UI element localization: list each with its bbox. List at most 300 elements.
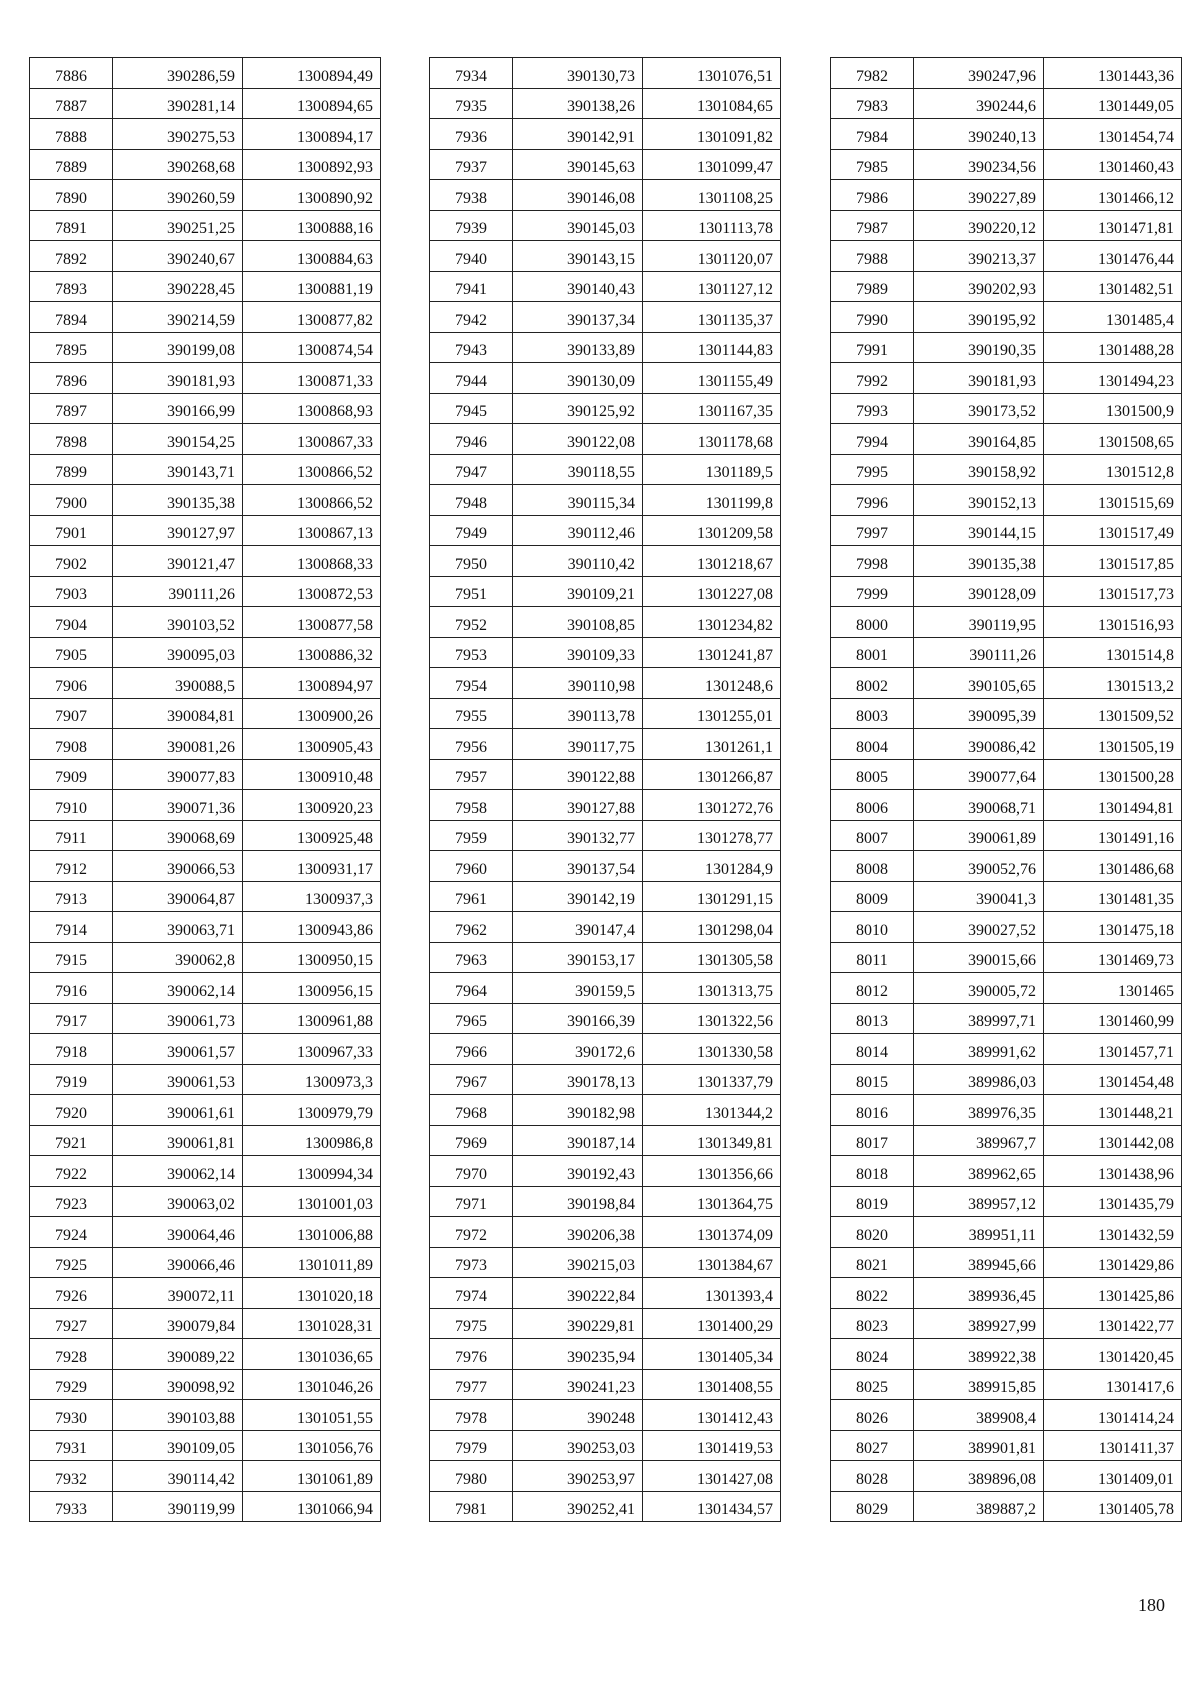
- table-row: [30, 820, 381, 851]
- table-row: [30, 271, 381, 302]
- x-coordinate-cell: 390178,13: [513, 1064, 643, 1095]
- table-row: [831, 607, 1182, 638]
- table-row: [30, 1339, 381, 1370]
- table-row: [831, 1034, 1182, 1065]
- x-coordinate-cell: 390137,34: [513, 302, 643, 333]
- point-number-cell: 7990: [831, 302, 914, 333]
- table-row: [30, 119, 381, 150]
- y-coordinate-cell: 1301144,83: [643, 332, 781, 363]
- x-coordinate-cell: 390118,55: [513, 454, 643, 485]
- x-coordinate-cell: 390132,77: [513, 820, 643, 851]
- table-row: [30, 759, 381, 790]
- point-number-cell: 7948: [430, 485, 513, 516]
- point-number-cell: 8000: [831, 607, 914, 638]
- table-row: [831, 1430, 1182, 1461]
- y-coordinate-cell: 1301515,69: [1044, 485, 1182, 516]
- table-row: [30, 149, 381, 180]
- table-row: [430, 576, 781, 607]
- point-number-cell: 7892: [30, 241, 113, 272]
- table-row: [831, 1308, 1182, 1339]
- point-number-cell: 7974: [430, 1278, 513, 1309]
- table-row: [430, 58, 781, 89]
- table-row: [831, 1217, 1182, 1248]
- y-coordinate-cell: 1301356,66: [643, 1156, 781, 1187]
- point-number-cell: 7902: [30, 546, 113, 577]
- x-coordinate-cell: 390154,25: [113, 424, 243, 455]
- x-coordinate-cell: 390113,78: [513, 698, 643, 729]
- point-number-cell: 7908: [30, 729, 113, 760]
- coordinates-table-right: [830, 57, 1182, 1522]
- x-coordinate-cell: 390199,08: [113, 332, 243, 363]
- point-number-cell: 7942: [430, 302, 513, 333]
- table-row: [30, 1095, 381, 1126]
- x-coordinate-cell: 390181,93: [113, 363, 243, 394]
- x-coordinate-cell: 389976,35: [914, 1095, 1044, 1126]
- x-coordinate-cell: 390110,98: [513, 668, 643, 699]
- table-row: [831, 180, 1182, 211]
- table-row: [30, 515, 381, 546]
- table-row: [831, 149, 1182, 180]
- table-row: [30, 1034, 381, 1065]
- table-row: [30, 881, 381, 912]
- table-row: [831, 1278, 1182, 1309]
- point-number-cell: 8004: [831, 729, 914, 760]
- y-coordinate-cell: 1301454,48: [1044, 1064, 1182, 1095]
- table-row: [430, 637, 781, 668]
- y-coordinate-cell: 1301491,16: [1044, 820, 1182, 851]
- y-coordinate-cell: 1301485,4: [1044, 302, 1182, 333]
- x-coordinate-cell: 390084,81: [113, 698, 243, 729]
- x-coordinate-cell: 390121,47: [113, 546, 243, 577]
- point-number-cell: 7912: [30, 851, 113, 882]
- point-number-cell: 8017: [831, 1125, 914, 1156]
- x-coordinate-cell: 390248: [513, 1400, 643, 1431]
- point-number-cell: 8024: [831, 1339, 914, 1370]
- table-row: [430, 790, 781, 821]
- point-number-cell: 7967: [430, 1064, 513, 1095]
- point-number-cell: 7944: [430, 363, 513, 394]
- table-row: [430, 210, 781, 241]
- y-coordinate-cell: 1301517,49: [1044, 515, 1182, 546]
- point-number-cell: 7961: [430, 881, 513, 912]
- x-coordinate-cell: 390109,05: [113, 1430, 243, 1461]
- table-row: [831, 820, 1182, 851]
- table-row: [30, 668, 381, 699]
- table-row: [430, 1034, 781, 1065]
- x-coordinate-cell: 390064,87: [113, 881, 243, 912]
- table-row: [831, 881, 1182, 912]
- y-coordinate-cell: 1301422,77: [1044, 1308, 1182, 1339]
- y-coordinate-cell: 1301227,08: [643, 576, 781, 607]
- x-coordinate-cell: 390109,21: [513, 576, 643, 607]
- y-coordinate-cell: 1301488,28: [1044, 332, 1182, 363]
- coordinates-table-left: [29, 57, 381, 1522]
- point-number-cell: 7934: [430, 58, 513, 89]
- x-coordinate-cell: 390181,93: [914, 363, 1044, 394]
- x-coordinate-cell: 390103,88: [113, 1400, 243, 1431]
- y-coordinate-cell: 1301298,04: [643, 912, 781, 943]
- point-number-cell: 7907: [30, 698, 113, 729]
- y-coordinate-cell: 1301091,82: [643, 119, 781, 150]
- y-coordinate-cell: 1301405,78: [1044, 1491, 1182, 1522]
- table-row: [831, 790, 1182, 821]
- x-coordinate-cell: 390147,4: [513, 912, 643, 943]
- y-coordinate-cell: 1300868,93: [243, 393, 381, 424]
- table-row: [430, 485, 781, 516]
- point-number-cell: 7923: [30, 1186, 113, 1217]
- point-number-cell: 7937: [430, 149, 513, 180]
- table-row: [30, 1308, 381, 1339]
- x-coordinate-cell: 389962,65: [914, 1156, 1044, 1187]
- point-number-cell: 7945: [430, 393, 513, 424]
- x-coordinate-cell: 390240,13: [914, 119, 1044, 150]
- y-coordinate-cell: 1301020,18: [243, 1278, 381, 1309]
- table-row: [30, 393, 381, 424]
- y-coordinate-cell: 1301155,49: [643, 363, 781, 394]
- x-coordinate-cell: 390220,12: [914, 210, 1044, 241]
- point-number-cell: 7893: [30, 271, 113, 302]
- x-coordinate-cell: 390095,39: [914, 698, 1044, 729]
- coordinates-table-middle: [429, 57, 781, 1522]
- table-row: [30, 790, 381, 821]
- y-coordinate-cell: 1300866,52: [243, 485, 381, 516]
- table-row: [430, 149, 781, 180]
- y-coordinate-cell: 1301167,35: [643, 393, 781, 424]
- point-number-cell: 7997: [831, 515, 914, 546]
- point-number-cell: 7909: [30, 759, 113, 790]
- x-coordinate-cell: 390130,73: [513, 58, 643, 89]
- x-coordinate-cell: 389927,99: [914, 1308, 1044, 1339]
- point-number-cell: 7977: [430, 1369, 513, 1400]
- table-row: [430, 1217, 781, 1248]
- y-coordinate-cell: 1301417,6: [1044, 1369, 1182, 1400]
- y-coordinate-cell: 1301438,96: [1044, 1156, 1182, 1187]
- table-row: [430, 1278, 781, 1309]
- point-number-cell: 7914: [30, 912, 113, 943]
- x-coordinate-cell: 390110,42: [513, 546, 643, 577]
- y-coordinate-cell: 1301108,25: [643, 180, 781, 211]
- point-number-cell: 7917: [30, 1003, 113, 1034]
- point-number-cell: 7940: [430, 241, 513, 272]
- y-coordinate-cell: 1301420,45: [1044, 1339, 1182, 1370]
- y-coordinate-cell: 1301374,09: [643, 1217, 781, 1248]
- x-coordinate-cell: 390066,53: [113, 851, 243, 882]
- point-number-cell: 8015: [831, 1064, 914, 1095]
- point-number-cell: 7962: [430, 912, 513, 943]
- table-row: [430, 820, 781, 851]
- y-coordinate-cell: 1301261,1: [643, 729, 781, 760]
- x-coordinate-cell: 390063,71: [113, 912, 243, 943]
- y-coordinate-cell: 1301234,82: [643, 607, 781, 638]
- x-coordinate-cell: 390244,6: [914, 88, 1044, 119]
- point-number-cell: 7957: [430, 759, 513, 790]
- x-coordinate-cell: 390072,11: [113, 1278, 243, 1309]
- x-coordinate-cell: 390027,52: [914, 912, 1044, 943]
- point-number-cell: 8019: [831, 1186, 914, 1217]
- table-row: [831, 88, 1182, 119]
- y-coordinate-cell: 1301465: [1044, 973, 1182, 1004]
- y-coordinate-cell: 1301517,85: [1044, 546, 1182, 577]
- y-coordinate-cell: 1301412,43: [643, 1400, 781, 1431]
- x-coordinate-cell: 390063,02: [113, 1186, 243, 1217]
- point-number-cell: 7972: [430, 1217, 513, 1248]
- x-coordinate-cell: 390137,54: [513, 851, 643, 882]
- x-coordinate-cell: 390138,26: [513, 88, 643, 119]
- table-row: [30, 1186, 381, 1217]
- y-coordinate-cell: 1301056,76: [243, 1430, 381, 1461]
- table-row: [831, 1125, 1182, 1156]
- y-coordinate-cell: 1301113,78: [643, 210, 781, 241]
- table-row: [831, 241, 1182, 272]
- x-coordinate-cell: 390251,25: [113, 210, 243, 241]
- y-coordinate-cell: 1301434,57: [643, 1491, 781, 1522]
- x-coordinate-cell: 389951,11: [914, 1217, 1044, 1248]
- y-coordinate-cell: 1300874,54: [243, 332, 381, 363]
- table-row: [30, 1125, 381, 1156]
- x-coordinate-cell: 390068,71: [914, 790, 1044, 821]
- y-coordinate-cell: 1301449,05: [1044, 88, 1182, 119]
- x-coordinate-cell: 390190,35: [914, 332, 1044, 363]
- y-coordinate-cell: 1301425,86: [1044, 1278, 1182, 1309]
- x-coordinate-cell: 390098,92: [113, 1369, 243, 1400]
- x-coordinate-cell: 390140,43: [513, 271, 643, 302]
- y-coordinate-cell: 1300979,79: [243, 1095, 381, 1126]
- y-coordinate-cell: 1300967,33: [243, 1034, 381, 1065]
- point-number-cell: 7987: [831, 210, 914, 241]
- point-number-cell: 8012: [831, 973, 914, 1004]
- point-number-cell: 7919: [30, 1064, 113, 1095]
- y-coordinate-cell: 1301513,2: [1044, 668, 1182, 699]
- table-row: [30, 180, 381, 211]
- point-number-cell: 8020: [831, 1217, 914, 1248]
- x-coordinate-cell: 390089,22: [113, 1339, 243, 1370]
- point-number-cell: 7966: [430, 1034, 513, 1065]
- x-coordinate-cell: 389991,62: [914, 1034, 1044, 1065]
- x-coordinate-cell: 390111,26: [113, 576, 243, 607]
- y-coordinate-cell: 1301409,01: [1044, 1461, 1182, 1492]
- x-coordinate-cell: 390061,61: [113, 1095, 243, 1126]
- x-coordinate-cell: 389922,38: [914, 1339, 1044, 1370]
- x-coordinate-cell: 390252,41: [513, 1491, 643, 1522]
- point-number-cell: 7975: [430, 1308, 513, 1339]
- x-coordinate-cell: 390192,43: [513, 1156, 643, 1187]
- table-row: [30, 58, 381, 89]
- point-number-cell: 7955: [430, 698, 513, 729]
- y-coordinate-cell: 1301443,36: [1044, 58, 1182, 89]
- y-coordinate-cell: 1301427,08: [643, 1461, 781, 1492]
- x-coordinate-cell: 390127,97: [113, 515, 243, 546]
- point-number-cell: 8016: [831, 1095, 914, 1126]
- x-coordinate-cell: 390077,83: [113, 759, 243, 790]
- point-number-cell: 7886: [30, 58, 113, 89]
- point-number-cell: 8001: [831, 637, 914, 668]
- point-number-cell: 7936: [430, 119, 513, 150]
- point-number-cell: 7895: [30, 332, 113, 363]
- table-row: [831, 1491, 1182, 1522]
- y-coordinate-cell: 1301469,73: [1044, 942, 1182, 973]
- y-coordinate-cell: 1300943,86: [243, 912, 381, 943]
- table-row: [430, 607, 781, 638]
- point-number-cell: 7897: [30, 393, 113, 424]
- y-coordinate-cell: 1301255,01: [643, 698, 781, 729]
- x-coordinate-cell: 390119,95: [914, 607, 1044, 638]
- y-coordinate-cell: 1301344,2: [643, 1095, 781, 1126]
- point-number-cell: 7920: [30, 1095, 113, 1126]
- y-coordinate-cell: 1301471,81: [1044, 210, 1182, 241]
- y-coordinate-cell: 1300877,82: [243, 302, 381, 333]
- y-coordinate-cell: 1300892,93: [243, 149, 381, 180]
- y-coordinate-cell: 1300900,26: [243, 698, 381, 729]
- point-number-cell: 8013: [831, 1003, 914, 1034]
- x-coordinate-cell: 390166,99: [113, 393, 243, 424]
- point-number-cell: 7953: [430, 637, 513, 668]
- x-coordinate-cell: 390142,91: [513, 119, 643, 150]
- point-number-cell: 7900: [30, 485, 113, 516]
- x-coordinate-cell: 389936,45: [914, 1278, 1044, 1309]
- table-row: [30, 1400, 381, 1431]
- point-number-cell: 7930: [30, 1400, 113, 1431]
- point-number-cell: 7887: [30, 88, 113, 119]
- table-row: [430, 546, 781, 577]
- point-number-cell: 7929: [30, 1369, 113, 1400]
- x-coordinate-cell: 389908,4: [914, 1400, 1044, 1431]
- y-coordinate-cell: 1301435,79: [1044, 1186, 1182, 1217]
- y-coordinate-cell: 1301460,43: [1044, 149, 1182, 180]
- y-coordinate-cell: 1301400,29: [643, 1308, 781, 1339]
- y-coordinate-cell: 1301509,52: [1044, 698, 1182, 729]
- point-number-cell: 7903: [30, 576, 113, 607]
- x-coordinate-cell: 390214,59: [113, 302, 243, 333]
- y-coordinate-cell: 1301505,19: [1044, 729, 1182, 760]
- table-row: [831, 1186, 1182, 1217]
- point-number-cell: 7925: [30, 1247, 113, 1278]
- point-number-cell: 7978: [430, 1400, 513, 1431]
- point-number-cell: 7896: [30, 363, 113, 394]
- point-number-cell: 7963: [430, 942, 513, 973]
- table-row: [831, 302, 1182, 333]
- table-row: [430, 1400, 781, 1431]
- y-coordinate-cell: 1301178,68: [643, 424, 781, 455]
- table-row: [430, 424, 781, 455]
- x-coordinate-cell: 390114,42: [113, 1461, 243, 1492]
- point-number-cell: 8027: [831, 1430, 914, 1461]
- point-number-cell: 7980: [430, 1461, 513, 1492]
- x-coordinate-cell: 390062,14: [113, 1156, 243, 1187]
- point-number-cell: 7939: [430, 210, 513, 241]
- x-coordinate-cell: 390143,15: [513, 241, 643, 272]
- y-coordinate-cell: 1300994,34: [243, 1156, 381, 1187]
- x-coordinate-cell: 390281,14: [113, 88, 243, 119]
- table-row: [831, 1003, 1182, 1034]
- table-row: [30, 607, 381, 638]
- x-coordinate-cell: 390182,98: [513, 1095, 643, 1126]
- point-number-cell: 7927: [30, 1308, 113, 1339]
- point-number-cell: 7922: [30, 1156, 113, 1187]
- point-number-cell: 8021: [831, 1247, 914, 1278]
- point-number-cell: 8010: [831, 912, 914, 943]
- table-row: [430, 1461, 781, 1492]
- table-row: [430, 942, 781, 973]
- table-row: [30, 912, 381, 943]
- y-coordinate-cell: 1301482,51: [1044, 271, 1182, 302]
- point-number-cell: 7965: [430, 1003, 513, 1034]
- point-number-cell: 7924: [30, 1217, 113, 1248]
- table-row: [430, 1186, 781, 1217]
- table-row: [831, 515, 1182, 546]
- table-row: [430, 302, 781, 333]
- y-coordinate-cell: 1301272,76: [643, 790, 781, 821]
- table-row: [831, 912, 1182, 943]
- y-coordinate-cell: 1301076,51: [643, 58, 781, 89]
- y-coordinate-cell: 1301448,21: [1044, 1095, 1182, 1126]
- table-row: [430, 1003, 781, 1034]
- y-coordinate-cell: 1301284,9: [643, 851, 781, 882]
- x-coordinate-cell: 390109,33: [513, 637, 643, 668]
- y-coordinate-cell: 1301500,28: [1044, 759, 1182, 790]
- y-coordinate-cell: 1301500,9: [1044, 393, 1182, 424]
- table-row: [30, 729, 381, 760]
- table-row: [30, 851, 381, 882]
- y-coordinate-cell: 1300937,3: [243, 881, 381, 912]
- x-coordinate-cell: 390125,92: [513, 393, 643, 424]
- table-row: [430, 668, 781, 699]
- table-row: [430, 851, 781, 882]
- y-coordinate-cell: 1301241,87: [643, 637, 781, 668]
- table-row: [30, 1278, 381, 1309]
- point-number-cell: 7928: [30, 1339, 113, 1370]
- point-number-cell: 7994: [831, 424, 914, 455]
- x-coordinate-cell: 390062,14: [113, 973, 243, 1004]
- table-row: [430, 332, 781, 363]
- y-coordinate-cell: 1301248,6: [643, 668, 781, 699]
- x-coordinate-cell: 390173,52: [914, 393, 1044, 424]
- y-coordinate-cell: 1301011,89: [243, 1247, 381, 1278]
- point-number-cell: 8014: [831, 1034, 914, 1065]
- y-coordinate-cell: 1300866,52: [243, 454, 381, 485]
- table-row: [430, 1247, 781, 1278]
- table-row: [831, 485, 1182, 516]
- table-row: [831, 363, 1182, 394]
- table-row: [831, 729, 1182, 760]
- point-number-cell: 8029: [831, 1491, 914, 1522]
- y-coordinate-cell: 1300894,97: [243, 668, 381, 699]
- table-row: [831, 973, 1182, 1004]
- table-row: [430, 454, 781, 485]
- x-coordinate-cell: 390005,72: [914, 973, 1044, 1004]
- point-number-cell: 7993: [831, 393, 914, 424]
- table-row: [430, 1156, 781, 1187]
- x-coordinate-cell: 390228,45: [113, 271, 243, 302]
- table-row: [30, 576, 381, 607]
- x-coordinate-cell: 390227,89: [914, 180, 1044, 211]
- x-coordinate-cell: 390133,89: [513, 332, 643, 363]
- point-number-cell: 7931: [30, 1430, 113, 1461]
- x-coordinate-cell: 390152,13: [914, 485, 1044, 516]
- x-coordinate-cell: 390064,46: [113, 1217, 243, 1248]
- point-number-cell: 7998: [831, 546, 914, 577]
- point-number-cell: 7890: [30, 180, 113, 211]
- x-coordinate-cell: 390234,56: [914, 149, 1044, 180]
- x-coordinate-cell: 390142,19: [513, 881, 643, 912]
- point-number-cell: 7898: [30, 424, 113, 455]
- point-number-cell: 7983: [831, 88, 914, 119]
- x-coordinate-cell: 390144,15: [914, 515, 1044, 546]
- y-coordinate-cell: 1301411,37: [1044, 1430, 1182, 1461]
- x-coordinate-cell: 390247,96: [914, 58, 1044, 89]
- y-coordinate-cell: 1300884,63: [243, 241, 381, 272]
- point-number-cell: 7949: [430, 515, 513, 546]
- point-number-cell: 7941: [430, 271, 513, 302]
